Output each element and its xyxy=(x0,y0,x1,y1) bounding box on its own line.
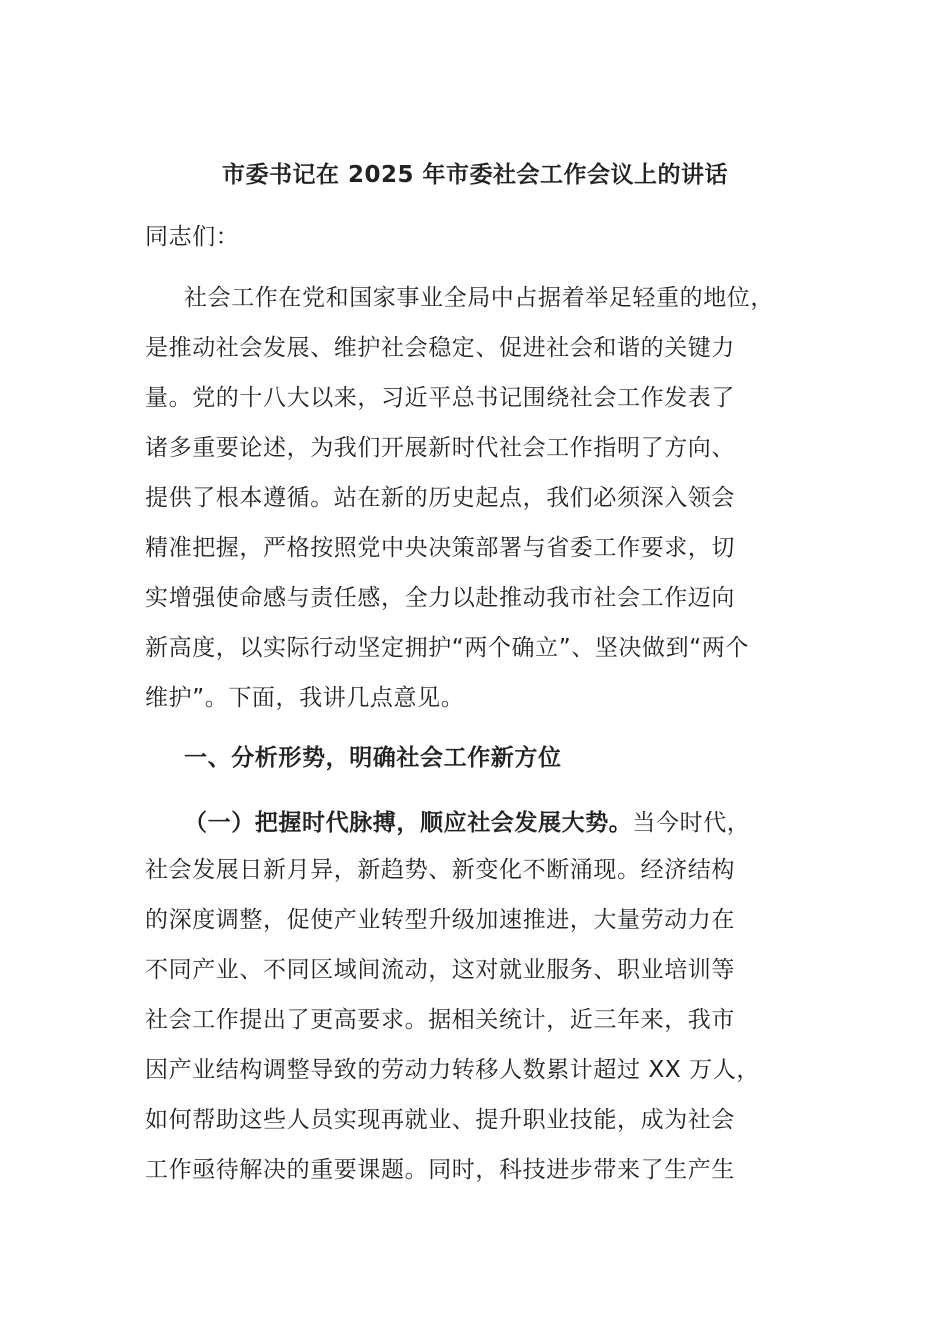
subsection-text: 当今时代， xyxy=(632,810,751,836)
section-heading: 一、分析形势，明确社会工作新方位 xyxy=(184,745,562,771)
intro-line: 实增强使命感与责任感，全力以赴推动我市社会工作迈向 xyxy=(145,585,735,611)
greeting: 同志们： xyxy=(145,224,240,250)
document-title: 市委书记在 2025 年市委社会工作会议上的讲话 xyxy=(221,162,729,188)
body-line: 不同产业、不同区域间流动，这对就业服务、职业培训等 xyxy=(145,957,735,983)
intro-line: 诸多重要论述，为我们开展新时代社会工作指明了方向、 xyxy=(145,435,735,461)
body-line: 如何帮助这些人员实现再就业、提升职业技能，成为社会 xyxy=(145,1107,735,1133)
body-line: 社会发展日新月异，新趋势、新变化不断涌现。经济结构 xyxy=(145,857,735,883)
subsection-heading: （一）把握时代脉搏，顺应社会发展大势。 xyxy=(184,810,633,836)
body-line: 社会工作提出了更高要求。据相关统计，近三年来，我市 xyxy=(145,1007,735,1033)
intro-line: 是推动社会发展、维护社会稳定、促进社会和谐的关键力 xyxy=(145,335,735,361)
subsection-first-line xyxy=(184,806,750,840)
intro-line: 维护”。下面，我讲几点意见。 xyxy=(145,685,465,711)
intro-line: 提供了根本遵循。站在新的历史起点，我们必须深入领会 xyxy=(145,485,735,511)
body-line: 因产业结构调整导致的劳动力转移人数累计超过 XX 万人， xyxy=(145,1057,760,1083)
intro-line: 新高度，以实际行动坚定拥护“两个确立”、坚决做到“两个 xyxy=(145,635,749,661)
intro-line: 社会工作在党和国家事业全局中占据着举足轻重的地位， xyxy=(184,285,774,311)
body-line: 工作亟待解决的重要课题。同时，科技进步带来了生产生 xyxy=(145,1157,735,1183)
body-line: 的深度调整，促使产业转型升级加速推进，大量劳动力在 xyxy=(145,907,735,933)
intro-line: 量。党的十八大以来，习近平总书记围绕社会工作发表了 xyxy=(145,385,735,411)
intro-line: 精准把握，严格按照党中央决策部署与省委工作要求，切 xyxy=(145,535,735,561)
